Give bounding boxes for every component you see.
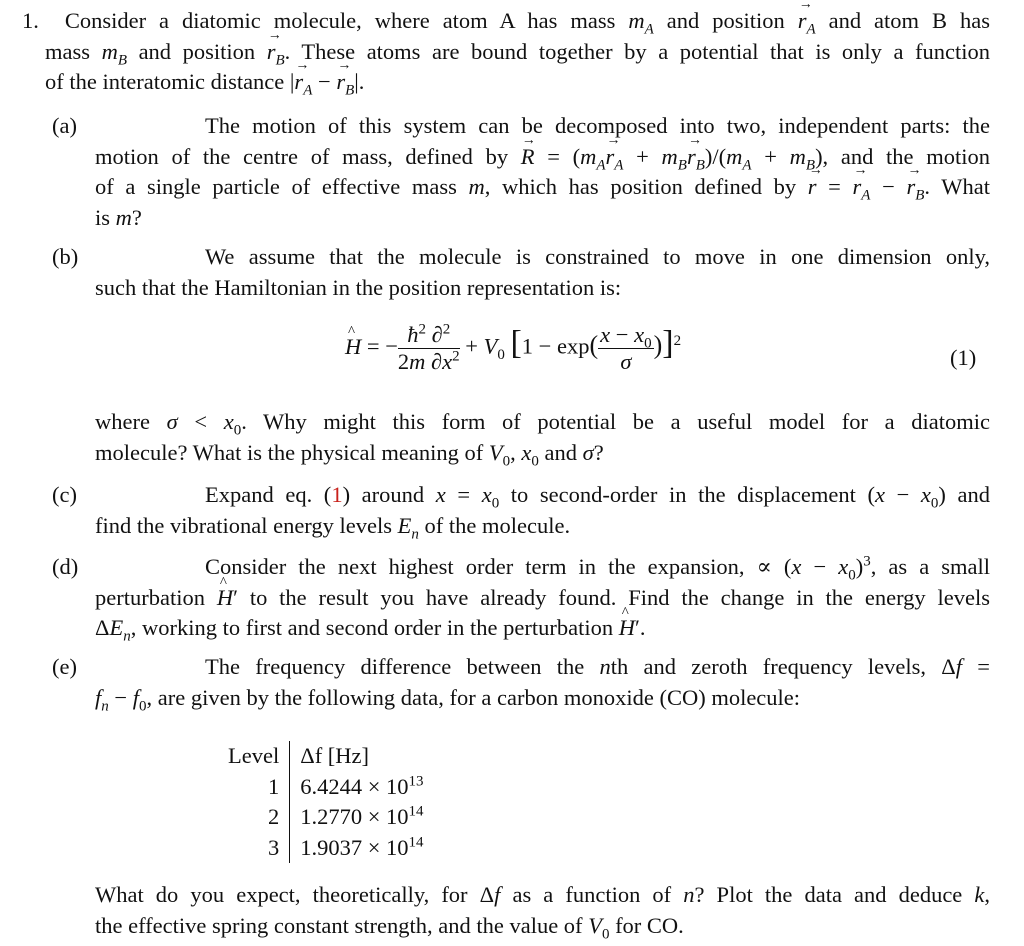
level-cell: 1 bbox=[218, 772, 290, 803]
level-cell: 3 bbox=[218, 833, 290, 864]
table-header-row bbox=[218, 741, 434, 772]
part-b-text: We assume that the molecule is constrained to move in one dimension only, such that the Hamiltonian in the position representation is: bbox=[95, 244, 990, 300]
equation-reference-link[interactable]: 1 bbox=[331, 482, 343, 507]
part-d-text: Consider the next highest order term in the expansion, ∝ $(x - x_0)^3$, as a small perturbation ^ H′ to the result you have already found. Find the change in the energy levels $\Delta E_n$, working to first and second order in the perturbation ^ H′. bbox=[95, 552, 990, 644]
table-row bbox=[218, 802, 434, 833]
equation-number: (1) bbox=[950, 345, 977, 370]
hamiltonian-equation: ^ H = − $\frac{ħ^2 \partial^2}{2m \partial x^2}$ + $V_0$ [1 − exp( $\frac{x - x_0}{\sigma}$ )]$^2$ bbox=[345, 322, 681, 375]
table-row bbox=[218, 772, 434, 803]
question-number: 1. bbox=[22, 8, 39, 33]
part-e-followup: What do you expect, theoretically, for Δf as a function of n? Plot the data and deduce k, the effective spring constant strength, and the value of $V_0$ for CO. bbox=[95, 882, 990, 942]
table-header-frequency: Δf [Hz] bbox=[300, 743, 370, 768]
frequency-data-table bbox=[218, 741, 434, 863]
part-c-label: (c) bbox=[52, 482, 77, 507]
level-cell: 2 bbox=[218, 802, 290, 833]
part-e-text: The frequency difference between the nth and zeroth frequency levels, Δf = $f_n - f_0$, are given by the following data, for a carbon monoxide (CO) molecule: bbox=[95, 654, 990, 714]
part-e-label: (e) bbox=[52, 654, 77, 679]
part-a-text: The motion of this system can be decomposed into two, independent parts: the motion of the centre of mass, defined by → $R = (m_A\to r_A + m_B\to r_B)/(m_A + m_B)$, and the motion of a single particle of effective mass m, which has position defined by → r = → $r_A$ − → $r_B$. What is m? bbox=[95, 111, 990, 233]
part-c-text: Expand eq. (1) around $x = x_0$ to second-order in the displacement $(x - x_0)$ and find the vibrational energy levels $E_n$ of the molecule. bbox=[95, 482, 990, 542]
part-b-label: (b) bbox=[52, 244, 79, 269]
frequency-cell: $1.9037 \times 10^{14}$ bbox=[300, 834, 424, 860]
part-b-followup: where $\sigma < x_0$. Why might this form of potential be a useful model for a diatomic molecule? What is the physical meaning of $V_0$, $x_0$ and σ? bbox=[95, 409, 990, 469]
frequency-cell: $6.4244 \times 10^{13}$ bbox=[300, 773, 424, 799]
frequency-cell: $1.2770 \times 10^{14}$ bbox=[300, 803, 424, 829]
table-row bbox=[218, 833, 434, 864]
part-d-label: (d) bbox=[52, 554, 79, 579]
question-intro: 1. Consider a diatomic molecule, where atom A has mass $m_A$ and position → $r_A$ and atom B has mass $m_B$ and position → $r_B$. These atoms are bound together by a potential that is only a function of the interatomic distance |→ $r_A$ − → $r_B|$. bbox=[22, 6, 990, 98]
part-a-label: (a) bbox=[52, 113, 77, 138]
table-header-level: Level bbox=[218, 741, 290, 772]
